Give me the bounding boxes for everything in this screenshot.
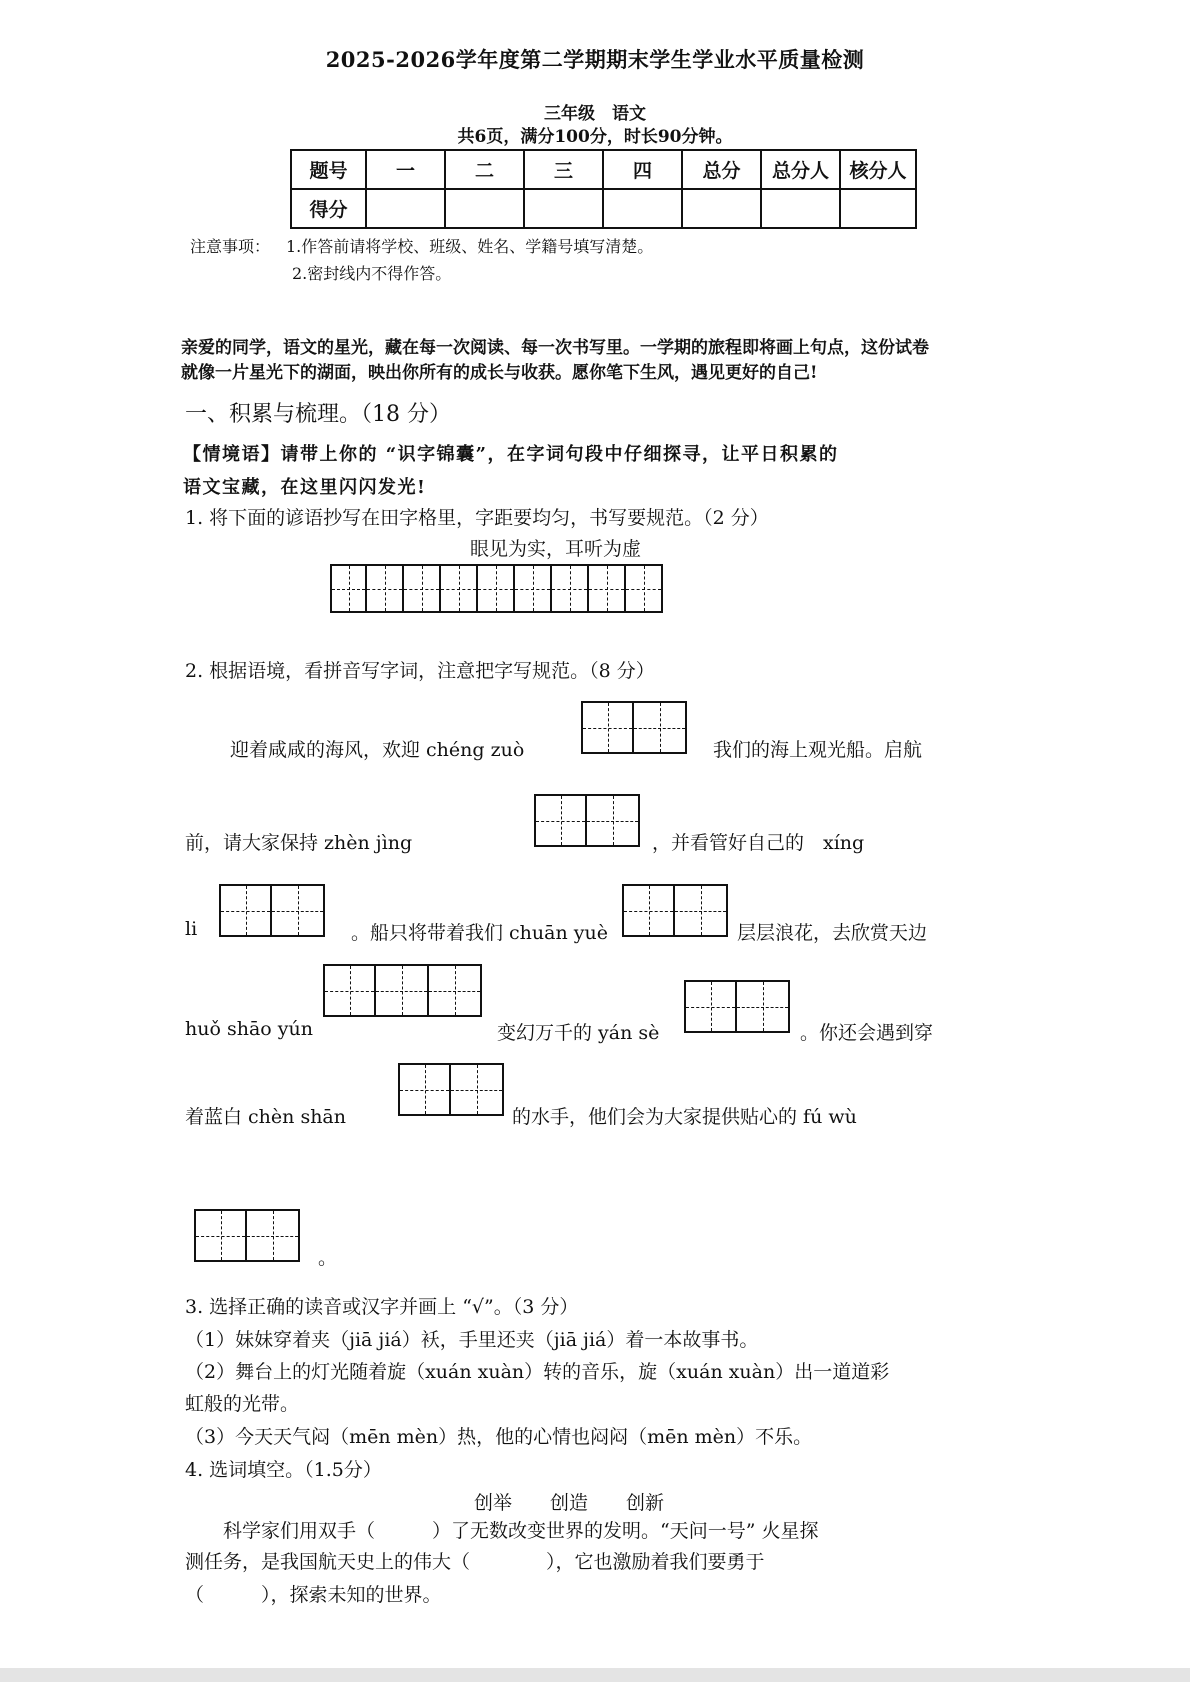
q2-answer-grid-5[interactable] [323,964,482,1017]
tianzige-cell[interactable] [581,701,634,754]
tianzige-cell[interactable] [272,884,325,937]
section-1-title: 一、积累与梳理。（18 分） [185,402,451,427]
tianzige-cell[interactable] [376,964,429,1017]
tianzige-cell[interactable] [622,884,675,937]
q2-answer-grid-8[interactable] [194,1209,300,1262]
score-table-cell: 一 [366,150,445,189]
tianzige-cell[interactable] [684,980,737,1033]
situation-line-2: 语文宝藏，在这里闪闪发光! [183,477,427,498]
score-table-cell: 题号 [291,150,366,189]
score-input-cell[interactable] [682,189,761,228]
q2-text-3: 前，请大家保持 zhèn jìng [185,832,413,854]
q2-text-2: 我们的海上观光船。启航 [713,739,923,761]
score-table-cell: 核分人 [840,150,916,189]
q2-answer-grid-3[interactable] [219,884,325,937]
q4-word-choices: 创举 创造 创新 [474,1492,665,1514]
exam-title: 2025-2026学年度第二学期期末学生学业水平质量检测 [325,47,865,72]
q2-text-8: huǒ shāo yún [185,1018,313,1040]
score-input-cell[interactable] [524,189,603,228]
page-bottom-edge [0,1668,1190,1682]
q2-text-4: ，并看管好自己的 xíng [652,832,865,854]
tianzige-cell[interactable] [634,701,687,754]
tianzige-cell[interactable] [441,564,478,613]
q2-answer-grid-6[interactable] [684,980,790,1033]
tianzige-cell[interactable] [626,564,663,613]
score-input-cell[interactable] [445,189,524,228]
exam-info: 共6页，满分100分，时长90分钟。 [457,127,733,147]
q2-text-9: 变幻万千的 yán sè [497,1022,660,1044]
question-2-prompt: 2. 根据语境，看拼音写字词，注意把字写规范。（8 分） [185,660,655,682]
score-table-cell: 四 [603,150,682,189]
tianzige-cell[interactable] [323,964,376,1017]
tianzige-cell[interactable] [534,794,587,847]
tianzige-cell[interactable] [194,1209,247,1262]
tianzige-cell[interactable] [451,1063,504,1116]
q3-item-3[interactable]: （3）今天天气闷（mēn mèn）热，他的心情也闷闷（mēn mèn）不乐。 [185,1426,813,1448]
q4-line-2[interactable]: 测任务，是我国航天史上的伟大（ ），它也激励着我们要勇于 [185,1551,765,1573]
score-row-label: 得分 [291,189,366,228]
question-3-prompt: 3. 选择正确的读音或汉字并画上 “√”。（3 分） [185,1296,579,1318]
notes-item-2: 2.密封线内不得作答。 [292,264,452,283]
score-table-cell: 总分人 [761,150,840,189]
q4-line-1[interactable]: 科学家们用双手（ ）了无数改变世界的发明。“天问一号” 火星探 [185,1520,819,1542]
score-input-cell[interactable] [366,189,445,228]
score-table-cell: 三 [524,150,603,189]
score-table-score-row [291,189,916,228]
q2-text-7: 层层浪花，去欣赏天边 [737,922,928,944]
score-table-cell: 二 [445,150,524,189]
q2-answer-grid-4[interactable] [622,884,728,937]
q2-text-12: 的水手，他们会为大家提供贴心的 fú wù [512,1106,857,1128]
tianzige-cell[interactable] [589,564,626,613]
tianzige-cell[interactable] [330,564,367,613]
tianzige-cell[interactable] [247,1209,300,1262]
score-table [290,149,917,229]
tianzige-cell[interactable] [587,794,640,847]
score-table-header-row [291,150,916,189]
tianzige-cell[interactable] [219,884,272,937]
q2-answer-grid-7[interactable] [398,1063,504,1116]
tianzige-cell[interactable] [367,564,404,613]
score-table-cell: 总分 [682,150,761,189]
notes-label: 注意事项： [190,237,271,256]
q2-text-13: 。 [318,1247,338,1269]
q2-text-11: 着蓝白 chèn shān [185,1106,346,1128]
q2-text-10: 。你还会遇到穿 [800,1022,934,1044]
q3-item-1[interactable]: （1）妹妹穿着夹（jiā jiá）袄，手里还夹（jiā jiá）着一本故事书。 [185,1329,759,1351]
tianzige-cell[interactable] [552,564,589,613]
notes-item-1: 1.作答前请将学校、班级、姓名、学籍号填写清楚。 [286,237,654,256]
q3-item-2[interactable]: （2）舞台上的灯光随着旋（xuán xuàn）转的音乐，旋（xuán xuàn）出一道道彩 [185,1361,890,1383]
tianzige-cell[interactable] [429,964,482,1017]
tianzige-cell[interactable] [675,884,728,937]
question-1-prompt: 1. 将下面的谚语抄写在田字格里，字距要均匀，书写要规范。（2 分） [185,507,769,529]
intro-line-2: 就像一片星光下的湖面，映出你所有的成长与收获。愿你笔下生风，遇见更好的自己! [181,363,818,383]
q4-line-3[interactable]: （ ），探索未知的世界。 [185,1584,442,1606]
intro-line-1: 亲爱的同学，语文的星光，藏在每一次阅读、每一次书写里。一学期的旅程即将画上句点，这份试卷 [181,338,929,358]
tianzige-cell[interactable] [398,1063,451,1116]
tianzige-cell[interactable] [515,564,552,613]
q2-text-1: 迎着咸咸的海风，欢迎 chéng zuò [230,739,525,761]
tianzige-cell[interactable] [737,980,790,1033]
tianzige-cell[interactable] [478,564,515,613]
q1-writing-grid[interactable] [330,564,663,613]
score-input-cell[interactable] [761,189,840,228]
q2-text-5: li [185,918,198,940]
score-input-cell[interactable] [840,189,916,228]
q2-answer-grid-2[interactable] [534,794,640,847]
score-input-cell[interactable] [603,189,682,228]
question-1-proverb: 眼见为实，耳听为虚 [470,538,642,560]
tianzige-cell[interactable] [404,564,441,613]
q2-text-6: 。船只将带着我们 chuān yuè [351,922,608,944]
q3-item-2-cont: 虹般的光带。 [185,1393,300,1415]
q2-answer-grid-1[interactable] [581,701,687,754]
situation-line-1: 【情境语】请带上你的 “识字锦囊”，在字词句段中仔细探寻，让平日积累的 [183,444,839,465]
grade-subject: 三年级 语文 [544,104,646,124]
question-4-prompt: 4. 选词填空。（1.5分） [185,1459,382,1481]
